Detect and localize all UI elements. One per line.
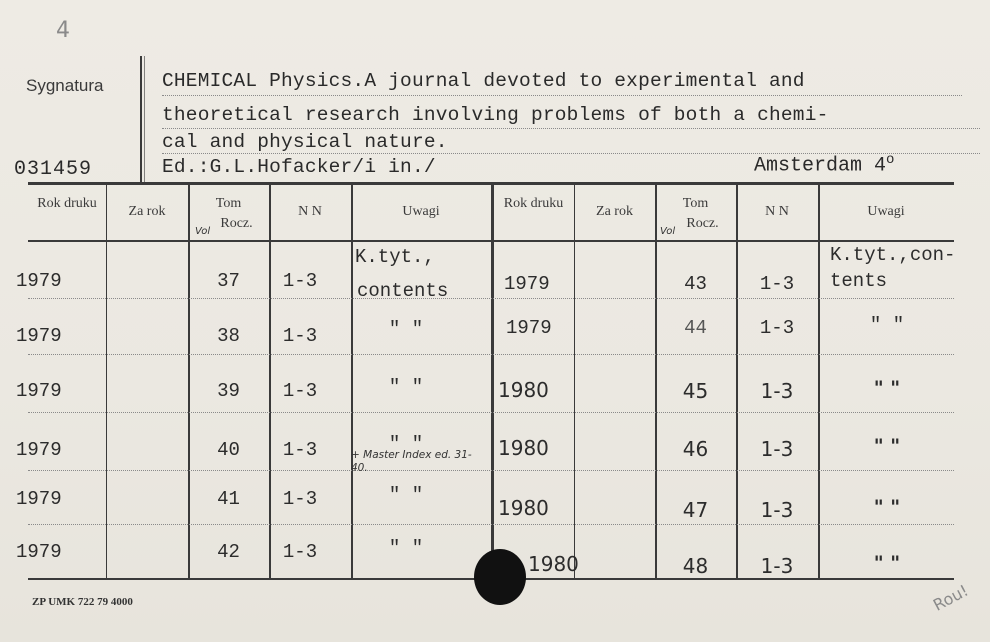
header-nn-left: N N [298,204,322,219]
title-guide-2 [162,128,980,129]
row-sep-2 [28,354,954,355]
header-rocz-left: Rocz. [220,216,253,231]
left-row-6-uwagi: " " [388,537,424,559]
right-row-1-uwagi-b: tents [830,270,888,292]
right-row-3-uwagi: " " [873,377,901,399]
row-sep-3 [28,412,954,413]
right-row-6-tom: 48 [682,554,709,578]
left-row-1-nn: 1-3 [282,270,318,292]
title-line-4: Ed.:G.L.Hofacker/i in./ [162,156,436,178]
right-row-2-nn: 1-3 [759,317,795,339]
header-rok-druku-left: Rok druku [37,196,97,211]
row-sep-5 [28,524,954,525]
title-guide-1 [162,95,962,96]
left-row-5-tom: 41 [217,488,240,510]
header-tom-right: Tom [682,196,709,211]
sygnatura-label: Sygnatura [26,76,104,95]
header-vol-left: Vol [195,226,211,237]
col-line-6 [574,185,575,578]
right-row-1-uwagi-a: K.tyt.,con- [830,244,956,266]
sygnatura-divider-thin [144,56,145,184]
place: Amsterdam 4 [754,154,887,178]
header-vol-right: Vol [660,226,676,237]
header-rocz-right: Rocz. [686,216,719,231]
left-row-5-nn: 1-3 [282,488,318,510]
corner-pencil-note: Rou! [930,580,972,615]
left-row-4-uwagi: " " [388,433,424,455]
left-row-5-rok: 1979 [16,488,62,510]
place-text [754,152,894,178]
punched-hole [474,549,526,605]
right-row-5-nn: 1-3 [760,498,794,522]
row-sep-1 [28,298,954,299]
right-row-4-nn: 1-3 [760,437,794,461]
right-row-6-uwagi: " " [873,552,901,574]
header-za-rok-right: Za rok [596,204,633,219]
left-row-6-rok: 1979 [16,541,62,563]
right-row-4-uwagi: " " [873,435,901,457]
footer-print-code: ZP UMK 722 79 4000 [32,596,133,608]
right-row-2-rok: 1979 [506,317,552,339]
left-row-3-tom: 39 [217,380,240,402]
left-row-2-rok: 1979 [16,325,62,347]
left-row-1-rok: 1979 [16,270,62,292]
right-row-5-uwagi: " " [873,496,901,518]
left-row-1-tom: 37 [217,270,240,292]
left-row-1-uwagi-b: contents [357,280,449,302]
left-row-6-tom: 42 [217,541,240,563]
title-line-3: cal and physical nature. [162,131,448,153]
right-row-3-rok: 1980 [498,378,549,402]
left-master-index-note: + Master Index ed. 31-40. [351,449,472,474]
left-row-4-nn: 1-3 [282,439,318,461]
right-row-6-nn: 1-3 [760,554,794,578]
row-sep-4 [28,470,954,471]
left-row-4-tom: 40 [217,439,240,461]
header-nn-right: N N [765,204,789,219]
right-row-4-rok: 1980 [498,436,549,460]
header-uwagi-right: Uwagi [867,204,905,219]
left-row-2-nn: 1-3 [282,325,318,347]
right-row-3-nn: 1-3 [760,379,794,403]
col-line-1 [106,185,107,578]
right-row-3-tom: 45 [682,379,709,403]
right-row-2-uwagi: " " [869,314,905,336]
left-row-3-nn: 1-3 [282,380,318,402]
right-row-6-rok: 1980 [528,552,579,576]
header-za-rok-left: Za rok [128,204,166,219]
right-row-1-rok: 1979 [504,273,550,295]
left-row-3-rok: 1979 [16,380,62,402]
left-row-3-uwagi: " " [388,376,424,398]
right-row-1-nn: 1-3 [759,273,795,295]
left-row-2-tom: 38 [217,325,240,347]
corner-pencil-mark: 4 [56,18,70,43]
header-tom-left: Tom [215,196,242,211]
left-row-5-uwagi: " " [388,484,424,506]
col-line-center [491,185,494,578]
header-uwagi-left: Uwagi [402,204,440,219]
left-row-4-rok: 1979 [16,439,62,461]
right-row-4-tom: 46 [682,437,709,461]
sygnatura-divider [140,56,142,184]
header-rok-druku-right: Rok druku [503,196,564,211]
place-superscript: o [886,152,895,168]
left-row-2-uwagi: " " [388,318,424,340]
right-row-5-rok: 1980 [498,496,549,520]
left-row-6-nn: 1-3 [282,541,318,563]
right-row-5-tom: 47 [682,498,709,522]
right-row-2-tom: 44 [684,317,707,339]
call-number: 031459 [14,158,93,181]
title-line-1: CHEMICAL Physics.A journal devoted to experimental and [162,70,805,92]
title-line-2: theoretical research involving problems of both a chemi- [162,104,829,126]
right-row-1-tom: 43 [684,273,707,295]
left-row-1-uwagi-a: K.tyt., [355,246,435,268]
